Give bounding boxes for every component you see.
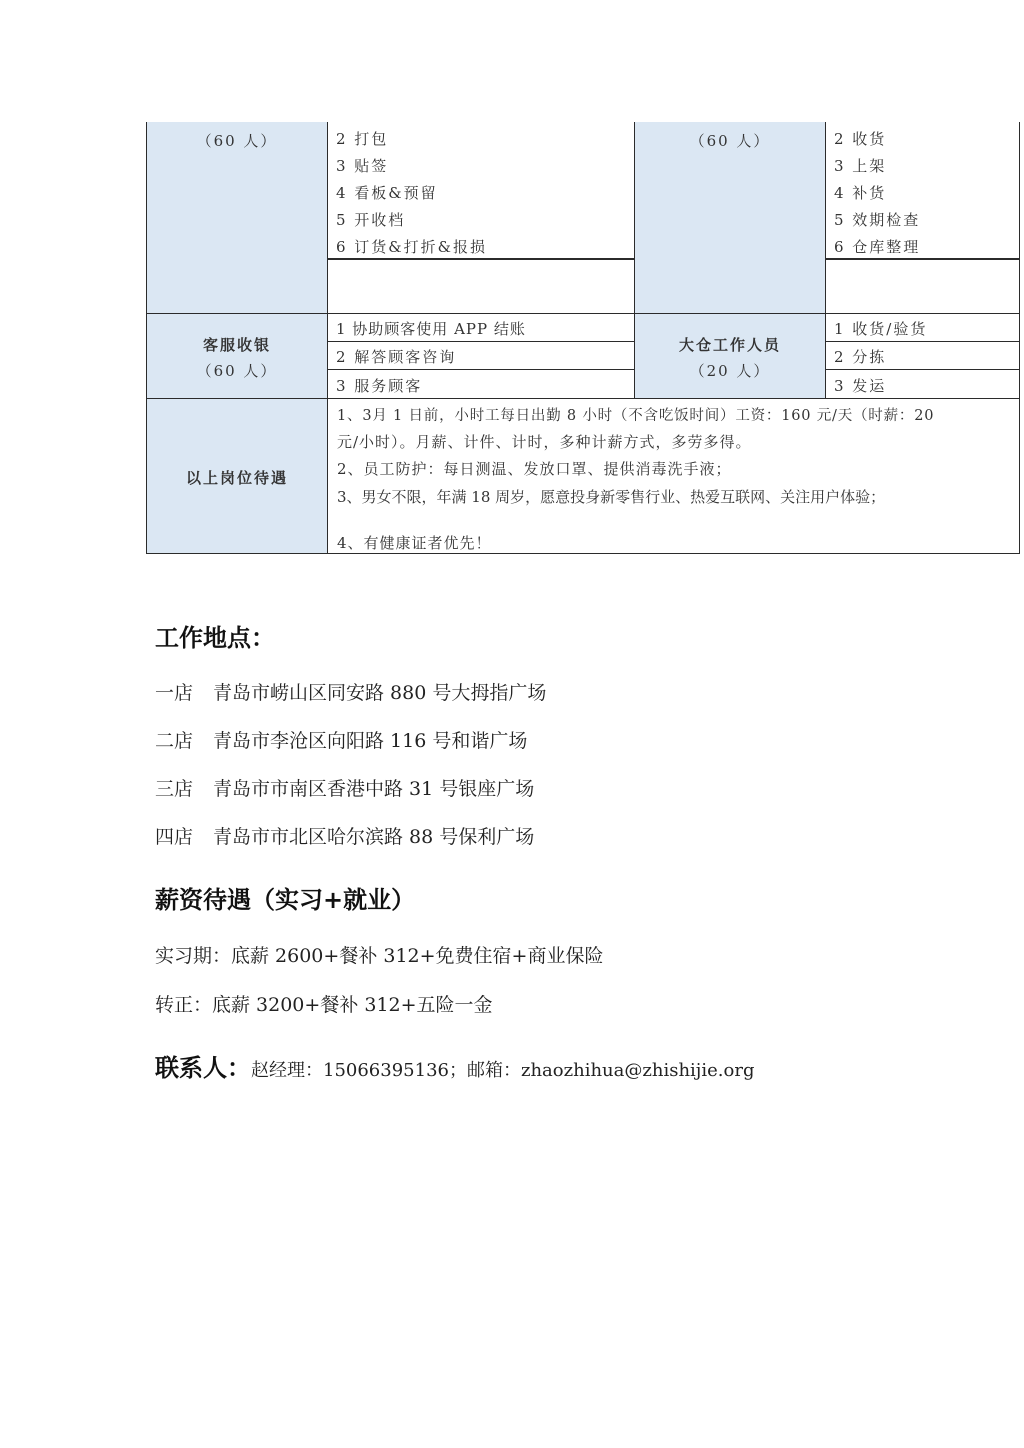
salary-regular: 转正：底薪 3200+餐补 312+五险一金 (155, 994, 493, 1016)
task-item: 6 仓库整理 (834, 238, 921, 256)
store-line (155, 726, 527, 753)
benefit-line: 2、员工防护：每日测温、发放口罩、提供消毒洗手液； (337, 460, 732, 478)
store-line (155, 678, 546, 705)
table-cell-right-role (634, 122, 826, 314)
store-address: 青岛市崂山区同安路 880 号大拇指广场 (213, 682, 547, 704)
table-cell-right-tasks (825, 122, 1020, 260)
table-cell-left-tasks (327, 122, 635, 260)
wh-title: 大仓工作人员 (678, 336, 781, 354)
wh-count: （20 人） (689, 362, 771, 380)
contact-line (155, 1048, 754, 1083)
task-item: 6 订货&打折&报损 (336, 238, 488, 256)
task-item: 4 补货 (834, 184, 887, 202)
task-item: 3 服务顾客 (336, 377, 423, 395)
table-cell-wh-role (634, 313, 826, 399)
cs-title: 客服收银 (202, 336, 271, 354)
locations-heading: 工作地点： (155, 624, 275, 652)
table-cell-benefits (327, 398, 1020, 554)
table-cell-wh-task-1 (825, 313, 1020, 342)
table-cell-wh-task-3 (825, 369, 1020, 399)
benefit-line: 元/小时）。月薪、计件、计时，多种计薪方式，多劳多得。 (337, 433, 752, 451)
benefits-title: 以上岗位待遇 (185, 469, 288, 487)
store-label: 三店 (155, 778, 194, 800)
top-right-count: （60 人） (689, 132, 771, 150)
table-cell-cs-task-2 (327, 341, 635, 370)
table-cell-left-role (146, 122, 328, 314)
task-item: 1 协助顾客使用 APP 结账 (336, 320, 526, 338)
store-label: 一店 (155, 682, 194, 704)
table-cell-benefits-title (146, 398, 328, 554)
store-label: 二店 (155, 730, 194, 752)
task-item: 5 开收档 (336, 211, 406, 229)
store-line (155, 822, 534, 849)
task-item: 2 分拣 (834, 348, 887, 366)
table-cell-cs-role (146, 313, 328, 399)
task-item: 2 收货 (834, 130, 887, 148)
task-item: 2 打包 (336, 130, 389, 148)
benefit-line: 3、男女不限，年满 18 周岁，愿意投身新零售行业、热爱互联网、关注用户体验； (337, 488, 886, 506)
cs-count: （60 人） (196, 362, 278, 380)
task-item: 3 贴签 (336, 157, 389, 175)
top-left-count: （60 人） (196, 132, 278, 150)
table-cell-wh-task-2 (825, 341, 1020, 370)
task-item: 3 上架 (834, 157, 887, 175)
table-cell-right-empty (825, 258, 1020, 314)
contact-label: 联系人： (155, 1054, 251, 1082)
store-label: 四店 (155, 826, 194, 848)
task-item: 2 解答顾客咨询 (336, 348, 457, 366)
table-cell-cs-task-3 (327, 369, 635, 399)
table-cell-cs-task-1 (327, 313, 635, 342)
store-address: 青岛市市北区哈尔滨路 88 号保利广场 (213, 826, 535, 848)
task-item: 5 效期检查 (834, 211, 921, 229)
table-cell-left-empty (327, 258, 635, 314)
store-address: 青岛市李沧区向阳路 116 号和谐广场 (213, 730, 528, 752)
task-item: 4 看板&预留 (336, 184, 438, 202)
salary-intern: 实习期：底薪 2600+餐补 312+免费住宿+商业保险 (155, 945, 604, 967)
salary-heading: 薪资待遇（实习+就业） (155, 886, 416, 914)
store-line (155, 774, 534, 801)
benefit-line: 4、有健康证者优先！ (337, 534, 492, 552)
store-address: 青岛市市南区香港中路 31 号银座广场 (213, 778, 535, 800)
task-item: 3 发运 (834, 377, 887, 395)
contact-value: 赵经理：15066395136；邮箱：zhaozhihua@zhishijie.org (251, 1060, 755, 1081)
task-item: 1 收货/验货 (834, 320, 928, 338)
benefit-line: 1、3月 1 日前，小时工每日出勤 8 小时（不含吃饭时间）工资：160 元/天（时薪：20 (337, 408, 935, 424)
